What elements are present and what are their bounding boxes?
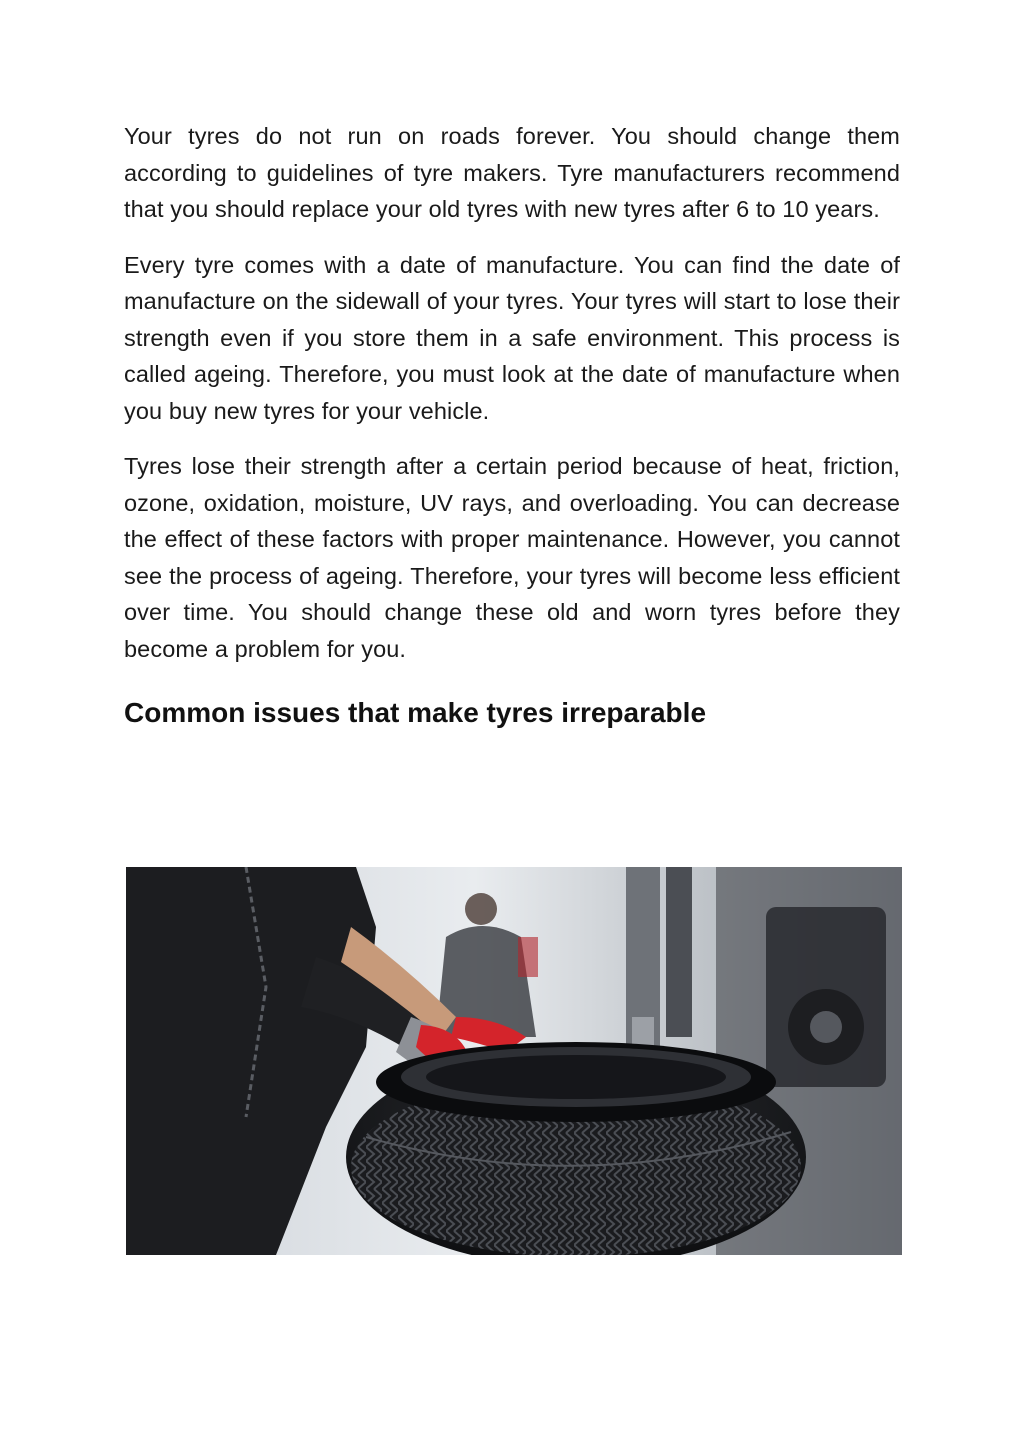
article-body bbox=[124, 118, 900, 731]
paragraph-ageing-factors: Tyres lose their strength after a certain period because of heat, friction, ozone, oxidation, moisture, UV rays, and overloading. You can decrease the effect of these factors with proper maintenance. However, you cannot see the process of ageing. Therefore, your tyres will become less efficient over time. You should change these old and worn tyres before they become a problem for you. bbox=[124, 453, 900, 662]
paragraph-tyre-lifespan: Your tyres do not run on roads forever. You should change them according to guidelines of tyre makers. Tyre manufacturers recommend that you should replace your old tyres with new tyres after 6 to 10 years. bbox=[124, 123, 900, 222]
tyre-fitting-photo bbox=[126, 867, 902, 1255]
section-heading: Common issues that make tyres irreparable bbox=[124, 697, 707, 728]
paragraph-date-of-manufacture: Every tyre comes with a date of manufacture. You can find the date of manufacture on the sidewall of your tyres. Your tyres will start to lose their strength even if you store them in a safe environment. This process is called ageing. Therefore, you must look at the date of manufacture when you buy new tyres for your vehicle. bbox=[124, 251, 900, 424]
